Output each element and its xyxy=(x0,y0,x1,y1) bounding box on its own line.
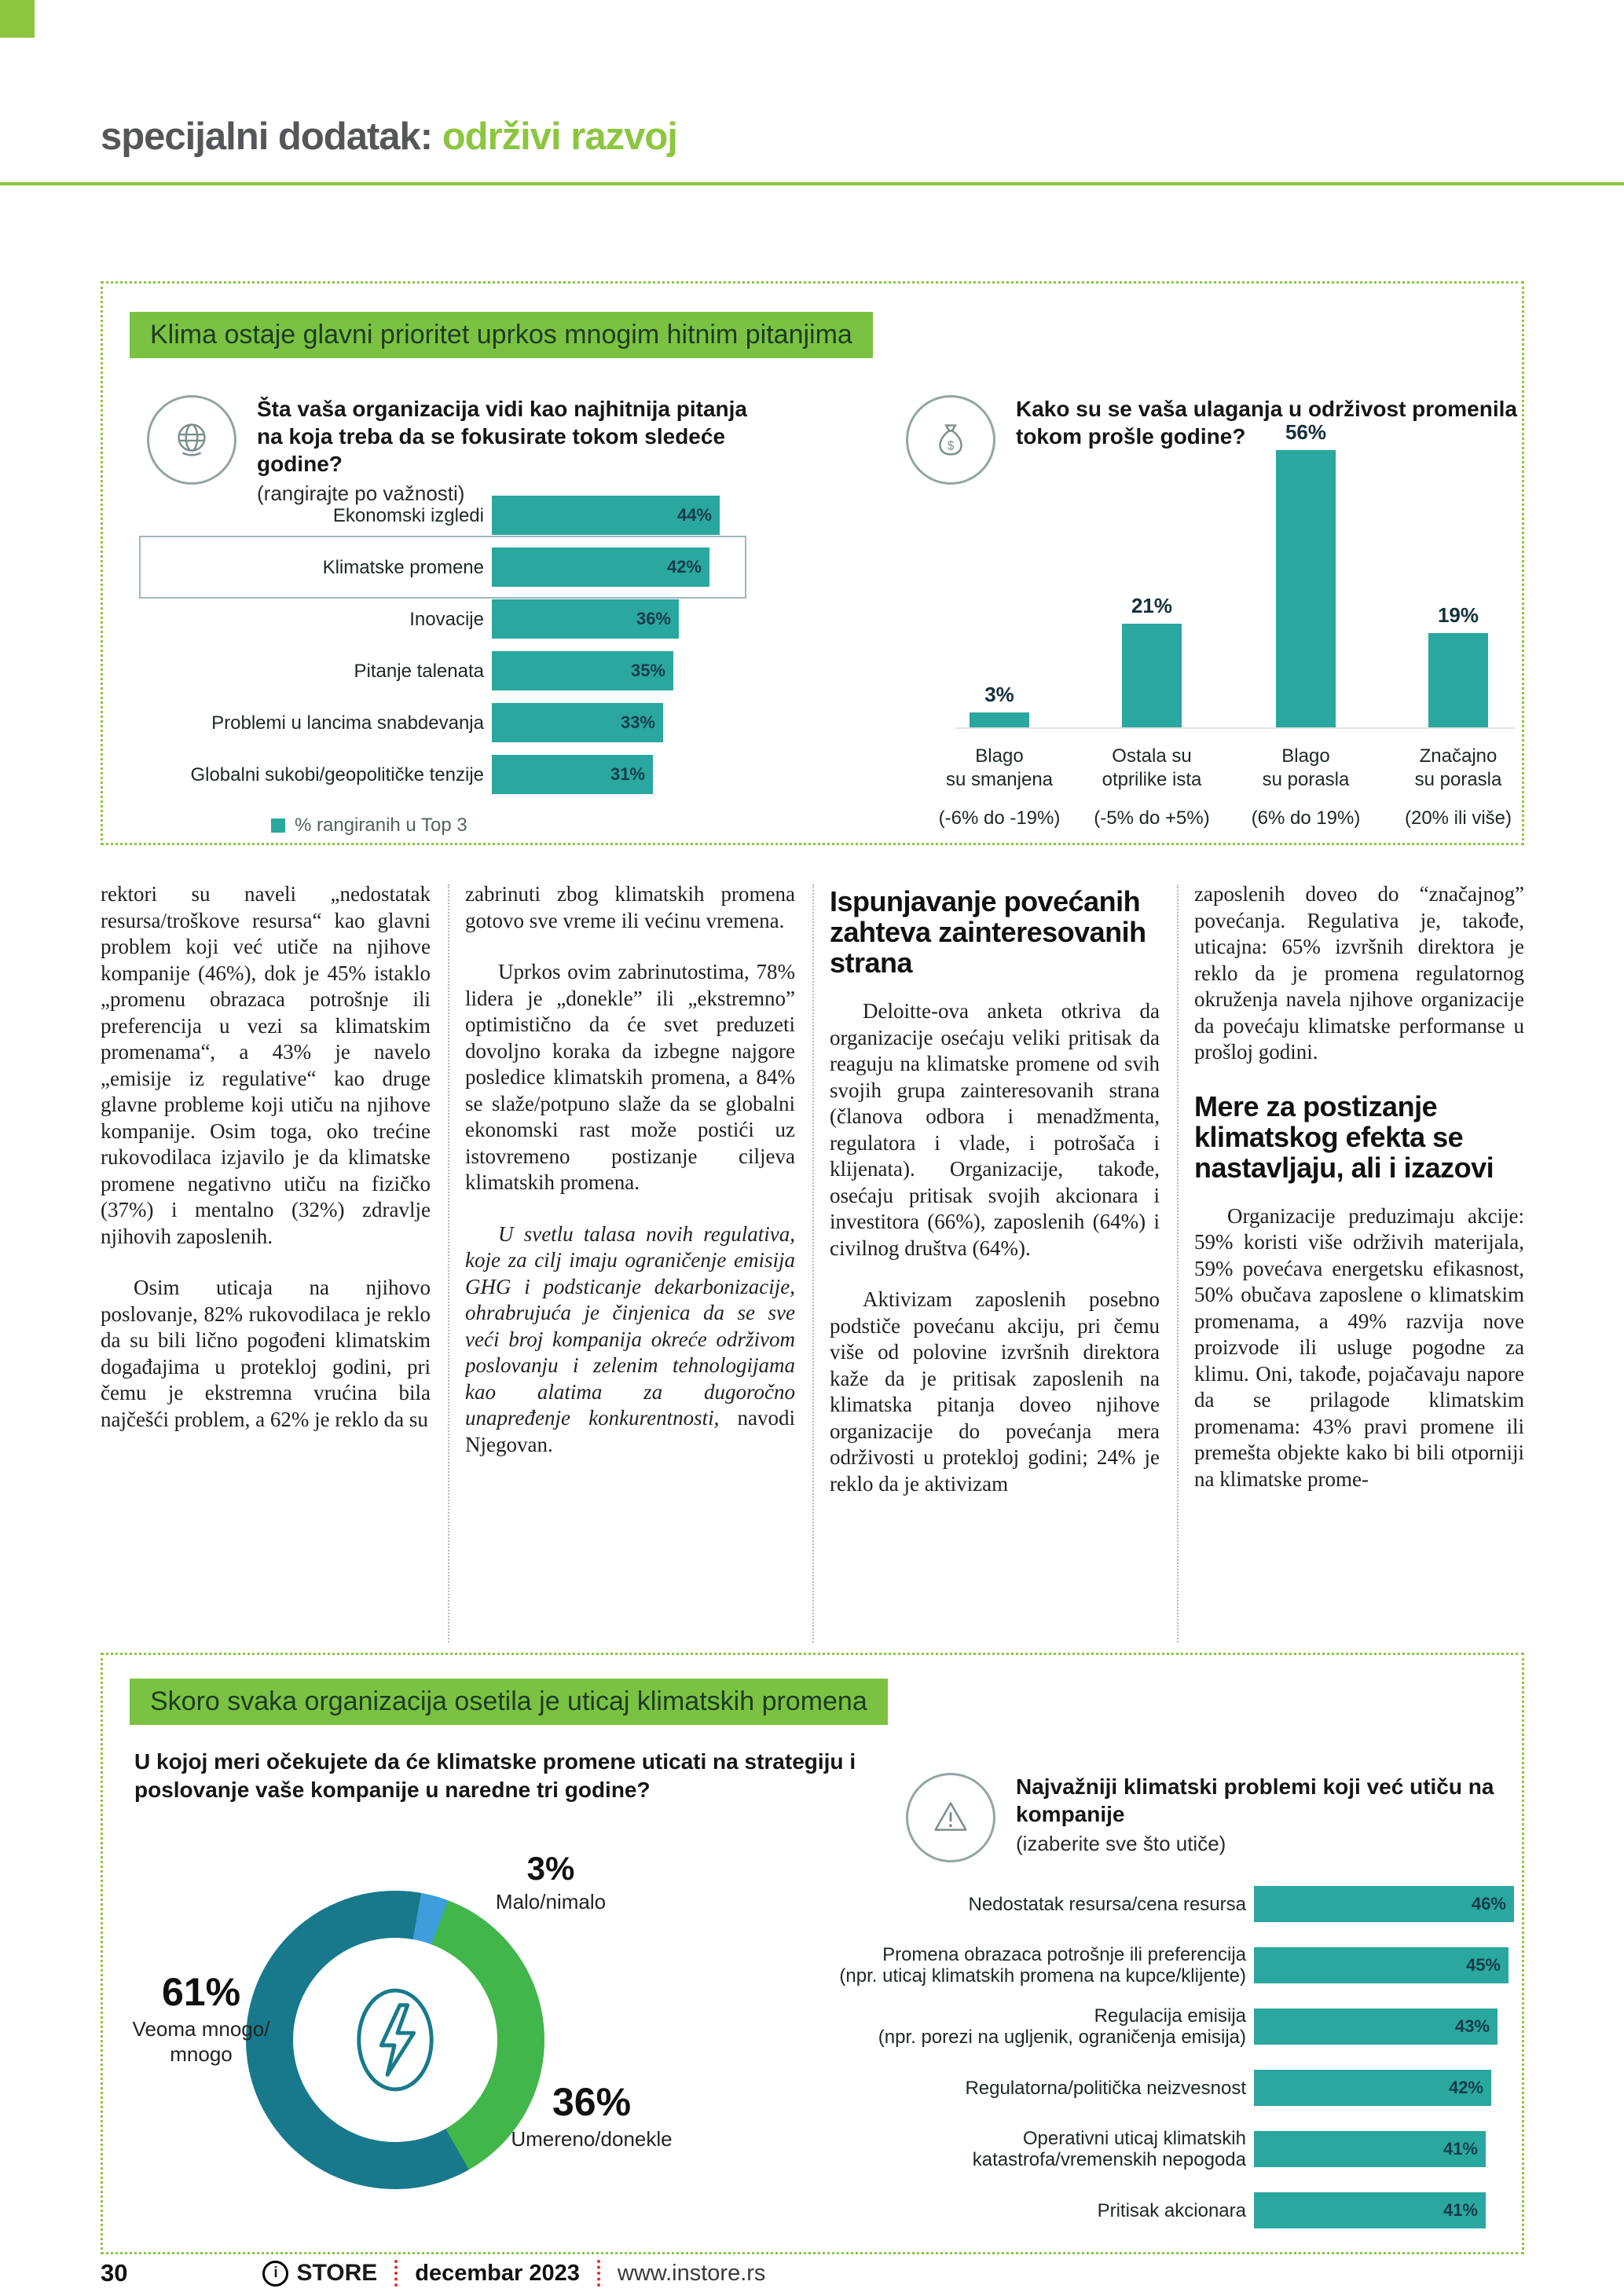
column-divider xyxy=(448,884,449,1642)
bar-value-label: 41% xyxy=(1443,2139,1478,2159)
bar-value-label: 19% xyxy=(1437,603,1479,627)
bar-value-label: 56% xyxy=(1285,420,1327,444)
article-body xyxy=(101,881,1524,1654)
bar-value-label: 41% xyxy=(1443,2200,1478,2220)
section-title: Skoro svaka organizacija osetila je uticaj klimatskih promena xyxy=(130,1679,888,1725)
question-text: Šta vaša organizacija vidi kao najhitnija pitanja na koja treba da se fokusirate tokom sledeće godine? xyxy=(257,397,747,476)
instore-logo-icon: i xyxy=(262,2261,288,2287)
column-divider xyxy=(812,884,814,1642)
footer-separator xyxy=(394,2260,398,2287)
question-text: Najvažniji klimatski problemi koji već utiču na kompanije xyxy=(1016,1774,1494,1826)
bar-row xyxy=(150,697,720,749)
bar-category-label: Pitanje talenata xyxy=(354,660,484,682)
bar-category-label: Promena obrazaca potrošnje ili preferencija (npr. uticaj klimatskih promena na kupce/klijente) xyxy=(839,1944,1246,1987)
bar-row xyxy=(775,2057,1514,2118)
bar-category-label: Problemi u lancima snabdevanja xyxy=(211,712,484,734)
bar xyxy=(492,599,679,639)
article-paragraph: Deloitte-ova anketa otkriva da organizacije osećaju veliki pritisak da reaguju na klimatske promene od svih svojih grupa zainteresovanih strana (članova odbora i menadžmenta, regulatora i vlade, i potrošača i klijenata). Organizacije, takođe, osećaju pritisak svojih akcionara i investitora (66%), zaposlenih (64%) i civilnog društva (64%). xyxy=(830,999,1160,1260)
chart-climate-issues xyxy=(775,1873,1514,2241)
article-paragraph: Aktivizam zaposlenih posebno podstiče povećanu akciju, pri čemu više od polovine izvršnih direktora kaže da je pritisak zaposlenih na klimatska pitanja doveo njihove organizacije do povećanja mera održivosti u protekloj godini; 24% je reklo da je aktivizam xyxy=(830,1287,1160,1496)
chart-legend xyxy=(271,815,467,837)
bar xyxy=(492,651,673,690)
page-title-topic: održivi razvoj xyxy=(442,115,677,158)
infographic-panel-climate-priority xyxy=(101,281,1524,845)
globe-icon xyxy=(147,395,236,485)
legend-swatch xyxy=(271,818,285,833)
bar xyxy=(1254,1886,1514,1922)
slice-value: 36% xyxy=(552,2080,632,2124)
slice-value: 3% xyxy=(526,1850,575,1887)
bar-range-label: (-5% do +5%) xyxy=(1094,807,1210,829)
bar-row xyxy=(775,2118,1514,2180)
bar-category-label: Ostala su otprilike ista xyxy=(1102,745,1202,790)
bar-category-label: Operativni uticaj klimatskih katastrofa/vremenskih nepogoda xyxy=(972,2128,1246,2170)
article-column-3 xyxy=(830,881,1160,1654)
header-rule xyxy=(0,182,1624,185)
bar xyxy=(1122,624,1182,727)
slice-label: Umereno/donekle xyxy=(511,2127,673,2151)
article-paragraph: Osim uticaja na njihovo poslovanje, 82% rukovodilaca je reklo da su bili lično pogođeni klimatskim događajima u protekloj godini, pri čemu je ekstremna vrućina bila najčešći problem, a 62% je reklo da su xyxy=(101,1276,431,1431)
article-paragraph: Uprkos ovim zabrinutostima, 78% lidera je „donekle” ili „ekstremno” optimistično da će svet preduzeti dovoljno koraka da izbegne najgore posledice klimatskih promena, a 84% se slaže/potpuno slaže da se globalni ekonomski rast može postići uz istovremeno postizanje ciljeva klimatskih promena. xyxy=(465,960,795,1194)
bar xyxy=(492,703,663,742)
bar xyxy=(970,712,1029,727)
bar-value-label: 43% xyxy=(1454,2016,1490,2036)
bar-category-label: Nedostatak resursa/cena resursa xyxy=(968,1893,1246,1915)
footer-date: decembar 2023 xyxy=(415,2260,580,2286)
slice-label: Veoma mnogo/ mnogo xyxy=(132,2017,270,2066)
page-footer xyxy=(101,2256,1523,2291)
bar xyxy=(492,496,720,535)
bar xyxy=(1254,2192,1486,2228)
bar xyxy=(492,755,653,794)
bar xyxy=(1254,2131,1486,2167)
article-paragraph: U svetlu talasa novih regulativa, koje za cilj imaju ograničenje emisija GHG i podsticanje dekarbonizacije, ohrabrujuća je činjenica da se sve veći broj kompanija okreće održivom poslovanju i zelenim tehnologijama kao alatima za dugoročno unapređenje konkurentnosti, navodi Njegovan. xyxy=(465,1221,795,1456)
bar-value-label: 45% xyxy=(1465,1955,1501,1975)
article-paragraph: zabrinuti zbog klimatskih promena gotovo sve vreme ili većinu vremena. xyxy=(465,882,795,932)
corner-accent xyxy=(0,0,35,38)
article-paragraph: zaposlenih doveo do “značajnog” povećanja. Regulativa je, takođe, uticajna: 65% izvršnih direktora je reklo da je promena regulatornog okruženja navela njihove organizacije da povećaju klimatske performanse u prošloj godini. xyxy=(1194,882,1524,1064)
bar-value-label: 42% xyxy=(666,557,702,577)
bar-range-label: (-6% do -19%) xyxy=(938,807,1061,829)
bar-category-label: Ekonomski izgledi xyxy=(332,504,484,526)
page-title xyxy=(101,115,677,159)
svg-text:$: $ xyxy=(947,439,955,453)
bar-value-label: 31% xyxy=(610,764,645,784)
column-divider xyxy=(1177,884,1179,1642)
bar-row xyxy=(150,593,720,645)
bar-category-label: Regulacija emisija (npr. porezi na ugljenik, ograničenja emisija) xyxy=(878,2005,1246,2048)
bar-category-label: Blago su smanjena xyxy=(945,745,1054,790)
lightning-icon xyxy=(349,1982,442,2098)
footer-separator xyxy=(597,2260,600,2287)
section-title: Klima ostaje glavni prioritet uprkos mnogim hitnim pitanjima xyxy=(130,312,873,358)
bar-value-label: 44% xyxy=(676,505,712,525)
bar-category-label: Inovacije xyxy=(409,608,484,630)
bar-row xyxy=(150,749,720,800)
article-paragraph: Organizacije preduzimaju akcije: 59% koristi više održivih materijala, 59% povećava energetsku efikasnost, 50% obučava zaposlene o klimatskim promenama, a 49% razvija nove proizvode ili usluge pogodne za klimu. Oni, takođe, pojačavaju napore da se prilagode klimatskim promenama: 43% pravi promene ili premešta objekte kako bi bili otporniji na klimatske prome- xyxy=(1194,1203,1524,1491)
donut-label-moderate xyxy=(489,2079,694,2151)
instore-logo-text: STORE xyxy=(296,2260,378,2286)
bar-category-label: Značajno su porasla xyxy=(1414,745,1502,790)
bar-row xyxy=(150,541,720,593)
bar-value-label: 3% xyxy=(984,683,1014,706)
bar xyxy=(1254,2070,1491,2106)
bar-row xyxy=(775,2180,1514,2241)
question-text: U kojoj meri očekujete da će klimatske promene uticati na strategiju i poslovanje vaše kompanije u naredne tri godine? xyxy=(134,1749,856,1802)
footer-site-link[interactable]: www.instore.rs xyxy=(617,2260,766,2286)
bar xyxy=(1276,450,1336,727)
warning-triangle-icon xyxy=(906,1773,995,1862)
article-column-4 xyxy=(1194,881,1524,1654)
legend-label: % rangiranih u Top 3 xyxy=(295,815,467,836)
question-block-climate-issues xyxy=(906,1773,1542,1862)
article-paragraph: rektori su naveli „nedostatak resursa/troškove resursa“ kao glavni problem koji već utiče na njihove kompanije (46%), dok je 45% istaklo „promenu obrazaca potrošnje ili preferencija u vezi sa klimatskim promenama“, a 43% je navelo „emisije iz regulative“ kao druge glavne probleme koji utiču na njihove kompanije. Osim toga, oko trećine rukovodilaca izjavilo je da klimatske promene negativno utiču na fizičko (37%) i mentalno (32%) zdravlje njihovih zaposlenih. xyxy=(101,882,431,1248)
bar xyxy=(492,547,709,587)
bar-category-label: Globalni sukobi/geopolitičke tenzije xyxy=(190,764,484,785)
page-number: 30 xyxy=(101,2259,128,2287)
bar-range-label: (6% do 19%) xyxy=(1251,807,1361,829)
bar-row xyxy=(775,1873,1514,1935)
bar-row xyxy=(775,1996,1514,2057)
bar-value-label: 36% xyxy=(636,609,671,628)
article-heading: Ispunjavanje povećanih zahteva zainteresovanih strana xyxy=(830,885,1146,979)
article-heading: Mere za postizanje klimatskog efekta se nastavljaju, ali i izazovi xyxy=(1194,1089,1494,1184)
slice-value: 61% xyxy=(161,1970,241,2014)
slice-label: Malo/nimalo xyxy=(495,1890,607,1913)
bar-row xyxy=(150,645,720,697)
bar xyxy=(1254,1947,1509,1983)
infographic-panel-climate-impact xyxy=(101,1653,1524,2254)
article-column-1 xyxy=(101,881,431,1654)
bar xyxy=(1254,2009,1498,2045)
bar-category-label: Klimatske promene xyxy=(322,556,484,578)
bar-value-label: 42% xyxy=(1448,2078,1483,2097)
bar-row xyxy=(150,489,720,541)
bar-value-label: 46% xyxy=(1471,1894,1506,1913)
x-axis xyxy=(955,727,1515,729)
bar-category-label: Blago su porasla xyxy=(1262,745,1350,790)
donut-label-little xyxy=(472,1850,629,1914)
bar-value-label: 33% xyxy=(620,712,655,732)
bar-value-label: 21% xyxy=(1131,594,1173,617)
question-note: (izaberite sve što utiče) xyxy=(1016,1832,1226,1855)
chart-pressing-issues xyxy=(150,489,720,800)
bar-category-label: Regulatorna/politička neizvesnost xyxy=(965,2077,1246,2099)
donut-label-very-much xyxy=(107,1969,295,2067)
bar-range-label: (20% ili više) xyxy=(1404,807,1512,829)
donut-hole xyxy=(293,1938,497,2142)
page-title-prefix: specijalni dodatak: xyxy=(101,115,433,158)
bar-row xyxy=(775,1935,1514,1996)
bar-value-label: 35% xyxy=(630,661,665,680)
article-column-2 xyxy=(465,881,795,1654)
question-text: Kako su se vaša ulaganja u održivost promenila tokom prošle godine? xyxy=(1016,397,1517,449)
bar-category-label: Pritisak akcionara xyxy=(1097,2199,1246,2221)
question-note: (rangirajte po važnosti) xyxy=(257,482,465,505)
instore-logo xyxy=(262,2260,377,2287)
bar xyxy=(1428,633,1488,727)
